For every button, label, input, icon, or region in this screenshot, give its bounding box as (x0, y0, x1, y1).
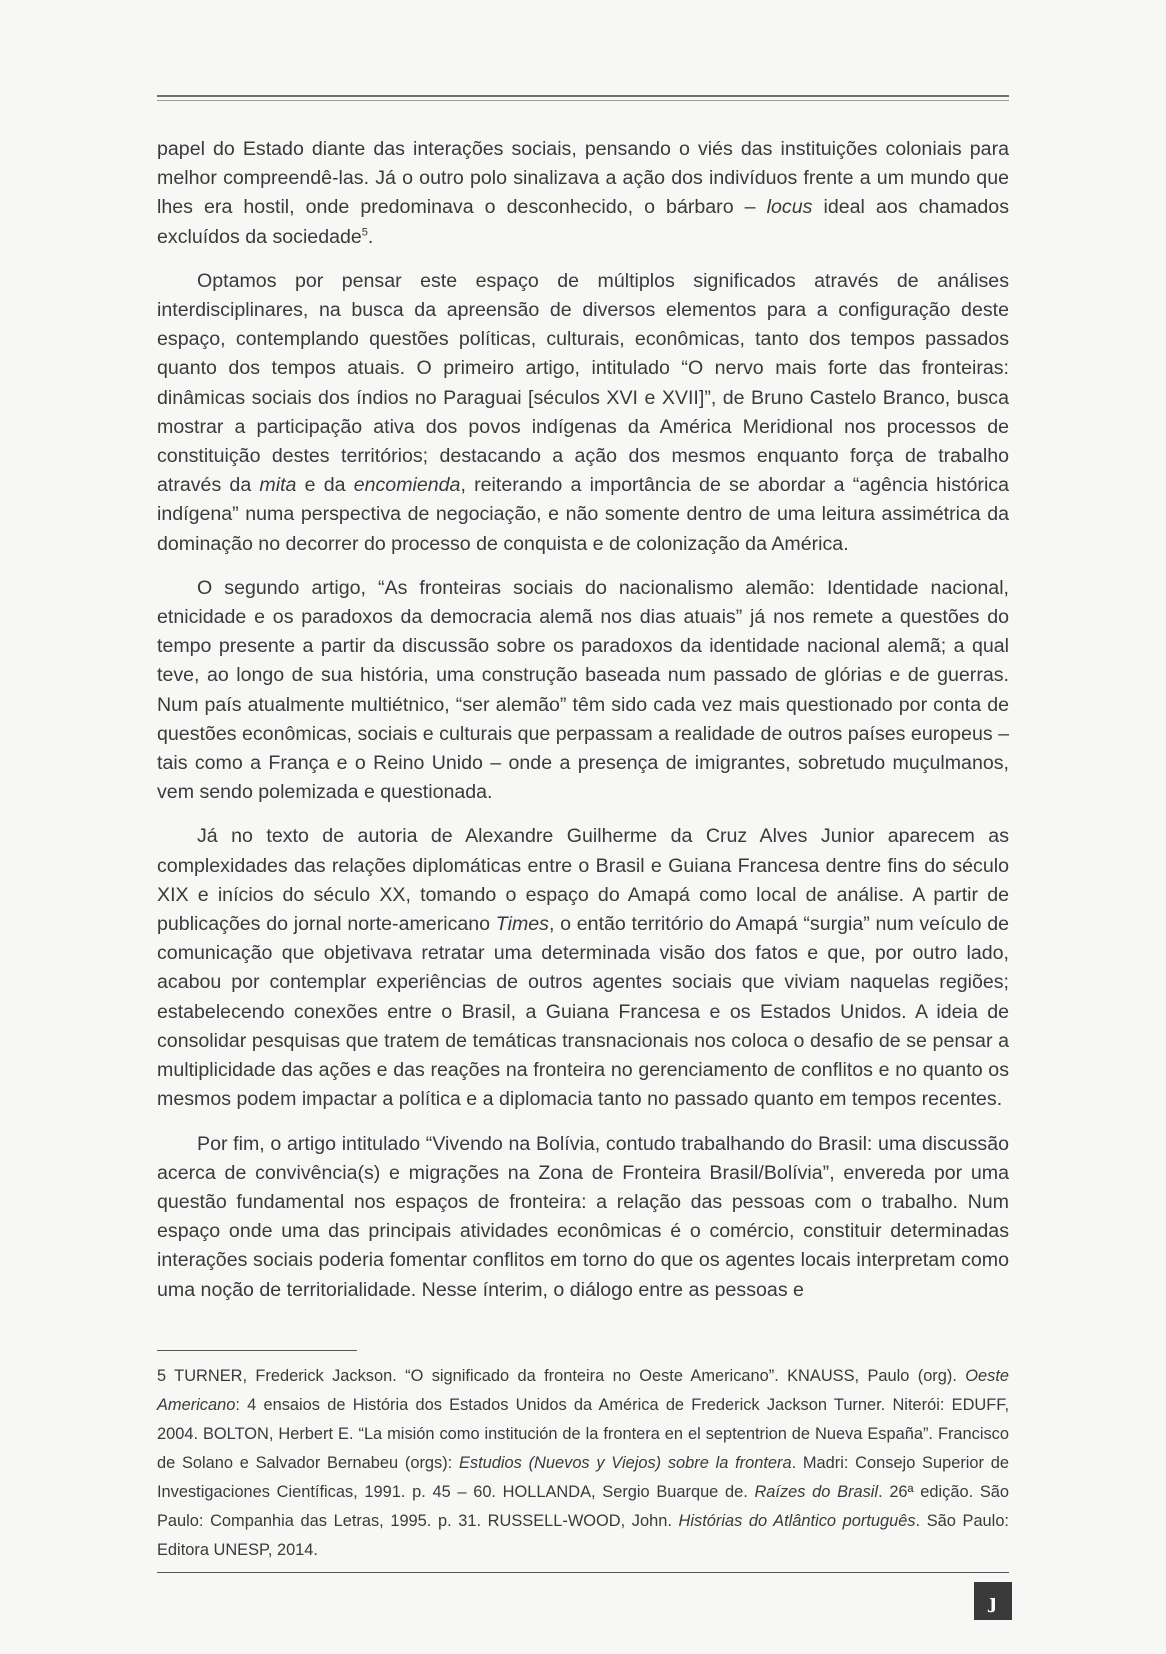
paragraph-5: Por fim, o artigo intitulado “Vivendo na Bolívia, contudo trabalhando do Brasil: uma discussão acerca de convivência(s) e migrações na Zona de Fronteira Brasil/Bolívia”, envereda por uma questão fundamental nos espaços de fronteira: a relação das pessoas com o trabalho. Num espaço onde uma das principais atividades econômicas é o comércio, constituir determinadas interações sociais poderia fomentar conflitos em torno do que os agentes locais interpretam como uma noção de territorialidade. Nesse ínterim, o diálogo entre as pessoas e (157, 1132, 1009, 1301)
footnote-text (157, 1362, 1009, 1565)
italic-term: encomienda (353, 474, 461, 497)
text-run: . (367, 225, 374, 248)
paragraph-2 (157, 267, 1009, 559)
paragraph-4 (157, 822, 1009, 1114)
italic-term: Times (495, 913, 549, 936)
text-run: ideal aos chamados excluídos da sociedade (157, 196, 1009, 248)
italic-title: Estudios (Nuevos y Viejos) sobre la frontera (458, 1454, 792, 1472)
body-text (157, 135, 1009, 1320)
text-run: , o então território do Amapá “surgia” num veículo de comunicação que objetivava retratar uma determinada visão dos fatos e que, por outro lado, acabou por contemplar experiências de outros agentes sociais que viviam naquelas regiões; estabelecendo conexões entre o Brasil, a Guiana Francesa e os Estados Unidos. A ideia de consolidar pesquisas que tratem de temáticas transnacionais nos coloca o desafio de se pensar a multiplicidade das ações e das reações na fronteira no gerenciamento de conflitos e no quanto os mesmos podem impactar a política e a diplomacia tanto no passado quanto em tempos recentes. (157, 913, 1009, 1111)
italic-title: Raízes do Brasil (754, 1483, 879, 1501)
text-run: . 26ª edição. São Paulo: Companhia das Letras, 1995. p. 31. RUSSELL-WOOD, John. (157, 1483, 1010, 1530)
text-run: Já no texto de autoria de Alexandre Guilherme da Cruz Alves Junior aparecem as complexidades das relações diplomáticas entre o Brasil e Guiana Francesa dentre fins do século XIX e inícios do século XX, tomando o espaço do Amapá como local de análise. A partir de publicações do jornal norte-americano (157, 825, 1009, 936)
text-run: . Madri: Consejo Superior de Investigaciones Científicas, 1991. p. 45 – 60. HOLLANDA, Sergio Buarque de. (157, 1454, 1009, 1501)
italic-term: locus (766, 196, 813, 219)
header-double-rule (157, 95, 1009, 101)
italic-term: mita (259, 474, 297, 497)
italic-title: Oeste Americano (157, 1367, 1009, 1414)
paragraph-1 (157, 135, 1009, 252)
text-run: e da (296, 474, 354, 497)
text-run: . São Paulo: Editora UNESP, 2014. (157, 1512, 1009, 1559)
logo-glyph: ȷ (989, 1589, 997, 1613)
text-run: papel do Estado diante das interações sociais, pensando o viés das instituições coloniais para melhor compreendê-las. Já o outro polo sinalizava a ação dos indivíduos frente a um mundo que lhes era hostil, onde predominava o desconhecido, o bárbaro – (157, 138, 1009, 219)
text-run: , reiterando a importância de se abordar a “agência histórica indígena” numa perspectiva de negociação, e não somente dentro de uma leitura assimétrica da dominação no decorrer do processo de conquista e de colonização da América. (157, 474, 1010, 555)
footnote-reference[interactable]: 5 (361, 226, 368, 239)
paragraph-3: O segundo artigo, “As fronteiras sociais do nacionalismo alemão: Identidade nacional, etnicidade e os paradoxos da democracia alemã nos dias atuais” já nos remete a questões do tempo presente a partir da discussão sobre os paradoxos da identidade nacional alemã; a qual teve, ao longo de sua história, uma construção baseada num passado de glórias e de guerras. Num país atualmente multiétnico, “ser alemão” têm sido cada vez mais questionado por conta de questões econômicas, sociais e culturais que perpassam a realidade de outros países europeus – tais como a França e o Reino Unido – onde a presença de imigrantes, sobretudo muçulmanos, vem sendo polemizada e questionada. (157, 576, 1009, 804)
text-run: Optamos por pensar este espaço de múltiplos significados através de análises interdisciplinares, na busca da apreensão de diversos elementos para a configuração deste espaço, contemplando questões políticas, culturais, econômicas, tanto dos tempos passados quanto dos tempos atuais. O primeiro artigo, intitulado “O nervo mais forte das fronteiras: dinâmicas sociais dos índios no Paraguai [séculos XVI e XVII]”, de Bruno Castelo Branco, busca mostrar a participação ativa dos povos indígenas da América Meridional nos processos de constituição destes territórios; destacando a ação dos mesmos enquanto força de trabalho através da (157, 269, 1009, 497)
footnote-separator (157, 1350, 357, 1351)
journal-logo-icon (974, 1582, 1012, 1620)
italic-title: Histórias do Atlântico português (678, 1512, 916, 1530)
text-run: : 4 ensaios de História dos Estados Unidos da América de Frederick Jackson Turner. Niterói: EDUFF, 2004. BOLTON, Herbert E. “La misión como institución de la frontera en el septentrion de Nueva España”. Francisco de Solano e Salvador Bernabeu (orgs): (157, 1396, 1009, 1472)
text-run: 5 TURNER, Frederick Jackson. “O significado da fronteira no Oeste Americano”. KNAUSS, Paulo (org). (157, 1367, 966, 1385)
footnote-5 (157, 1362, 1009, 1565)
footer-rule (157, 1572, 1009, 1573)
